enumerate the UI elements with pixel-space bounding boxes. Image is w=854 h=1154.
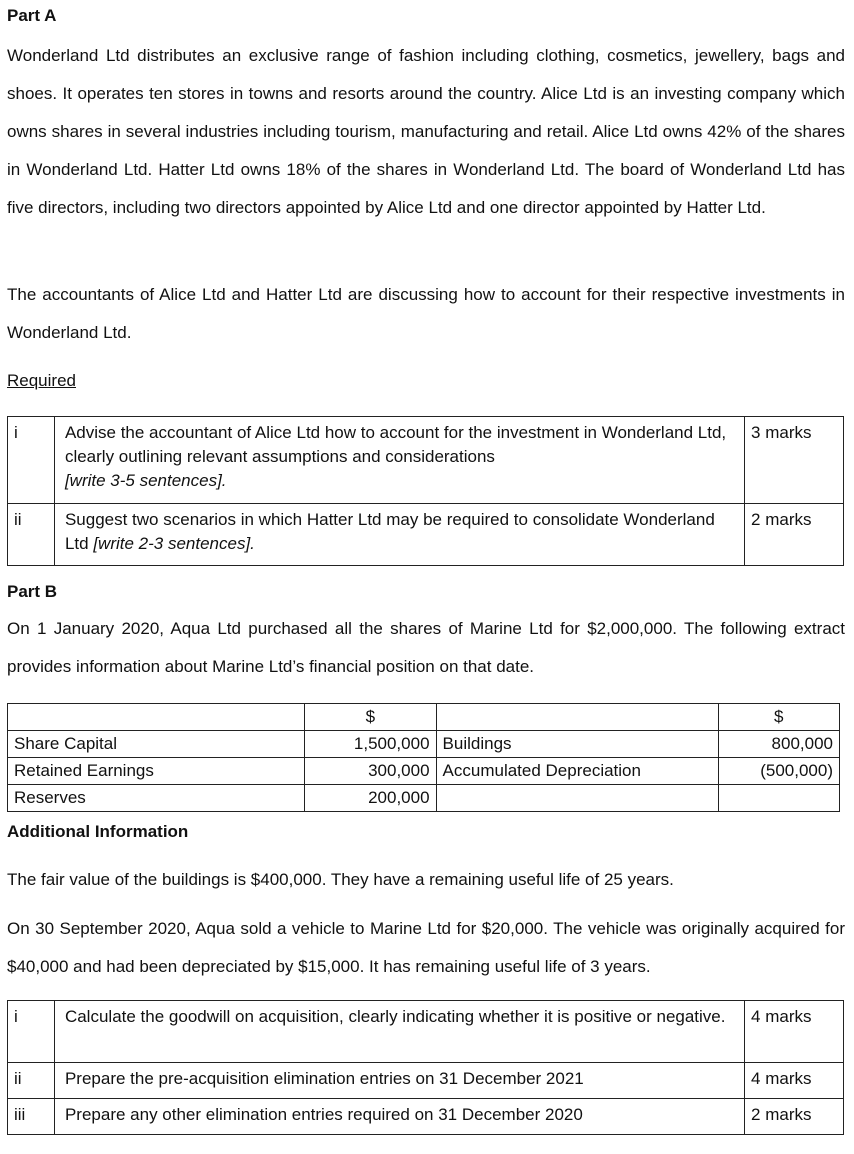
table-row bbox=[8, 704, 840, 731]
item-label: Buildings bbox=[436, 731, 718, 758]
question-marks: 2 marks bbox=[745, 504, 844, 566]
question-marks: 4 marks bbox=[745, 1063, 844, 1099]
question-number: ii bbox=[8, 504, 55, 566]
table-row bbox=[8, 731, 840, 758]
part-b-intro: On 1 January 2020, Aqua Ltd purchased all the shares of Marine Ltd for $2,000,000. The following extract provides information about Marine Ltd’s financial position on that date. bbox=[7, 619, 845, 676]
item-value: 800,000 bbox=[718, 731, 839, 758]
currency-header: $ bbox=[305, 704, 436, 731]
question-text: Calculate the goodwill on acquisition, clearly indicating whether it is positive or negative. bbox=[54, 1001, 744, 1063]
item-label bbox=[436, 785, 718, 812]
table-row bbox=[8, 1063, 844, 1099]
question-marks: 4 marks bbox=[745, 1001, 844, 1063]
item-value: 300,000 bbox=[305, 758, 436, 785]
table-row bbox=[8, 758, 840, 785]
question-note: [write 2-3 sentences]. bbox=[93, 534, 255, 553]
table-row bbox=[8, 504, 844, 566]
item-label: Accumulated Depreciation bbox=[436, 758, 718, 785]
part-b-questions-table bbox=[7, 1000, 844, 1135]
fair-value-text: The fair value of the buildings is $400,000. They have a remaining useful life of 25 years. bbox=[7, 870, 674, 889]
part-b-heading: Part B bbox=[7, 582, 58, 601]
question-note: [write 3-5 sentences]. bbox=[64, 471, 227, 490]
currency-header: $ bbox=[718, 704, 839, 731]
item-value bbox=[718, 785, 839, 812]
part-a-intro: Wonderland Ltd distributes an exclusive range of fashion including clothing, cosmetics, jewellery, bags and shoes. It operates ten stores in towns and resorts around the country. Alice Ltd is an investing company which owns shares in several industries including tourism, manufacturing and retail. Alice Ltd owns 42% of the shares in Wonderland Ltd. Hatter Ltd owns 18% of the shares in Wonderland Ltd. The board of Wonderland Ltd has five directors, including two directors appointed by Alice Ltd and one director appointed by Hatter Ltd. bbox=[7, 46, 845, 217]
question-text: Prepare the pre-acquisition elimination entries on 31 December 2021 bbox=[54, 1063, 744, 1099]
question-text: Prepare any other elimination entries required on 31 December 2020 bbox=[54, 1099, 744, 1135]
required-label: Required bbox=[7, 371, 76, 390]
item-value: (500,000) bbox=[718, 758, 839, 785]
question-number: i bbox=[8, 417, 55, 504]
part-a-heading: Part A bbox=[7, 6, 57, 25]
vehicle-text: On 30 September 2020, Aqua sold a vehicle to Marine Ltd for $20,000. The vehicle was originally acquired for $40,000 and had been depreciated by $15,000. It has remaining useful life of 3 years. bbox=[7, 919, 845, 976]
question-number: iii bbox=[8, 1099, 55, 1135]
table-row bbox=[8, 1099, 844, 1135]
question-marks: 2 marks bbox=[745, 1099, 844, 1135]
question-text: Suggest two scenarios in which Hatter Ltd may be required to consolidate Wonderland Ltd [write 2-3 sentences]. bbox=[54, 504, 744, 566]
question-number: i bbox=[8, 1001, 55, 1063]
table-row bbox=[8, 1001, 844, 1063]
item-label: Share Capital bbox=[8, 731, 305, 758]
part-a-questions-table bbox=[7, 416, 844, 566]
part-a-discussion: The accountants of Alice Ltd and Hatter Ltd are discussing how to account for their respective investments in Wonderland Ltd. bbox=[7, 285, 845, 342]
table-row bbox=[8, 785, 840, 812]
table-row bbox=[8, 417, 844, 504]
item-label: Retained Earnings bbox=[8, 758, 305, 785]
item-value: 1,500,000 bbox=[305, 731, 436, 758]
question-text: Advise the accountant of Alice Ltd how to account for the investment in Wonderland Ltd, clearly outlining relevant assumptions and considerations [write 3-5 sentences]. bbox=[54, 417, 744, 504]
item-value: 200,000 bbox=[305, 785, 436, 812]
question-marks: 3 marks bbox=[745, 417, 844, 504]
additional-info-heading: Additional Information bbox=[7, 822, 189, 841]
question-number: ii bbox=[8, 1063, 55, 1099]
financial-position-table bbox=[7, 703, 840, 812]
item-label: Reserves bbox=[8, 785, 305, 812]
